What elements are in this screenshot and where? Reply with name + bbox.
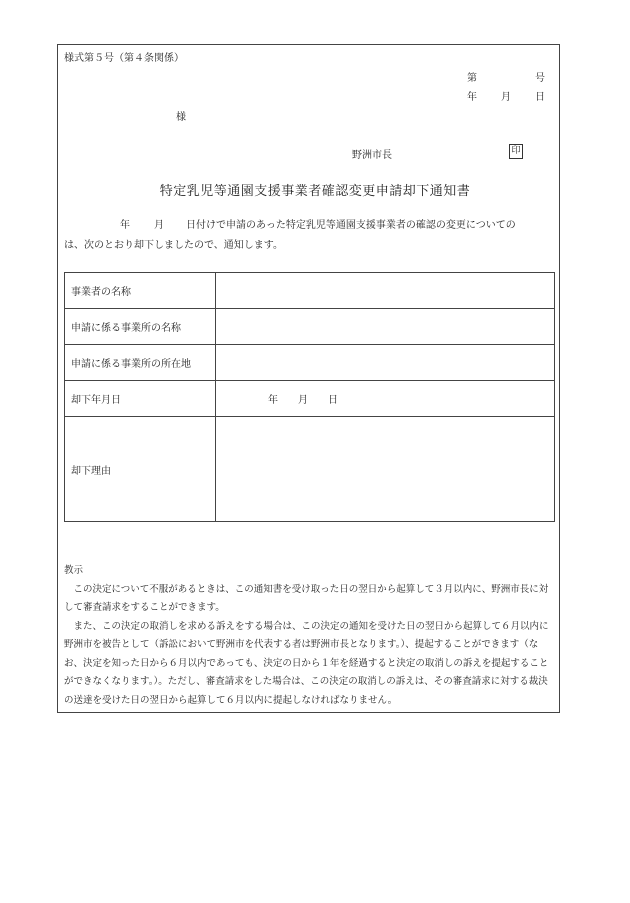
notice-section <box>64 562 556 710</box>
row-label: 申請に係る事業所の名称 <box>65 309 216 345</box>
notice-paragraph-1: この決定について不服があるときは、この通知書を受け取った日の翌日から起算して３月以内に、野洲市長に対して審査請求をすることができます。 <box>64 583 549 613</box>
row-value <box>216 273 555 309</box>
row-label: 事業者の名称 <box>65 273 216 309</box>
doc-number-suffix: 号 <box>535 73 545 84</box>
row-value <box>216 309 555 345</box>
date-month: 月 <box>501 92 511 103</box>
body-year: 年 <box>120 220 130 231</box>
date-day: 日 <box>535 92 545 103</box>
table-row <box>65 345 555 381</box>
body-paragraph <box>64 216 554 256</box>
row-value <box>216 417 555 522</box>
table-row <box>65 273 555 309</box>
body-line2: は、次のとおり却下しましたので、通知します。 <box>64 240 283 251</box>
table-row <box>65 417 555 522</box>
seal-mark: 印 <box>509 144 523 159</box>
row-label: 申請に係る事業所の所在地 <box>65 345 216 381</box>
row-label: 却下理由 <box>65 417 216 522</box>
row-label: 却下年月日 <box>65 381 216 417</box>
table-row <box>65 309 555 345</box>
notice-heading: 教示 <box>64 565 84 576</box>
row-value <box>216 345 555 381</box>
issuer-name: 野洲市長 <box>352 150 392 161</box>
addressee-suffix: 様 <box>176 112 186 123</box>
notice-paragraph-2: また、この決定の取消しを求める訴えをする場合は、この決定の通知を受けた日の翌日から起算して６月以内に野洲市を被告として（訴訟において野洲市を代表する者は野洲市長となります。）、提起することができます（なお、決定を知った日から６月以内であっても、決定の日から１年を経過すると決定の取消しの訴えを提起することができなくなります。）。ただし、審査請求をした場合は、この決定の取消しの訴えは、その審査請求に対する裁決の送達を受けた日の翌日から起算して６月以内に提起しなければなりません。 <box>64 620 549 706</box>
form-number: 様式第５号（第４条関係） <box>64 53 184 64</box>
table-row <box>65 381 555 417</box>
row-value: 年 月 日 <box>216 381 555 417</box>
body-month: 月 <box>154 220 164 231</box>
body-line1: 日付けで申請のあった特定乳児等通園支援事業者の確認の変更についての <box>186 220 516 231</box>
info-table <box>64 272 555 522</box>
date-year: 年 <box>467 92 477 103</box>
document-title: 特定乳児等通園支援事業者確認変更申請却下通知書 <box>159 184 471 199</box>
doc-number-prefix: 第 <box>467 73 477 84</box>
